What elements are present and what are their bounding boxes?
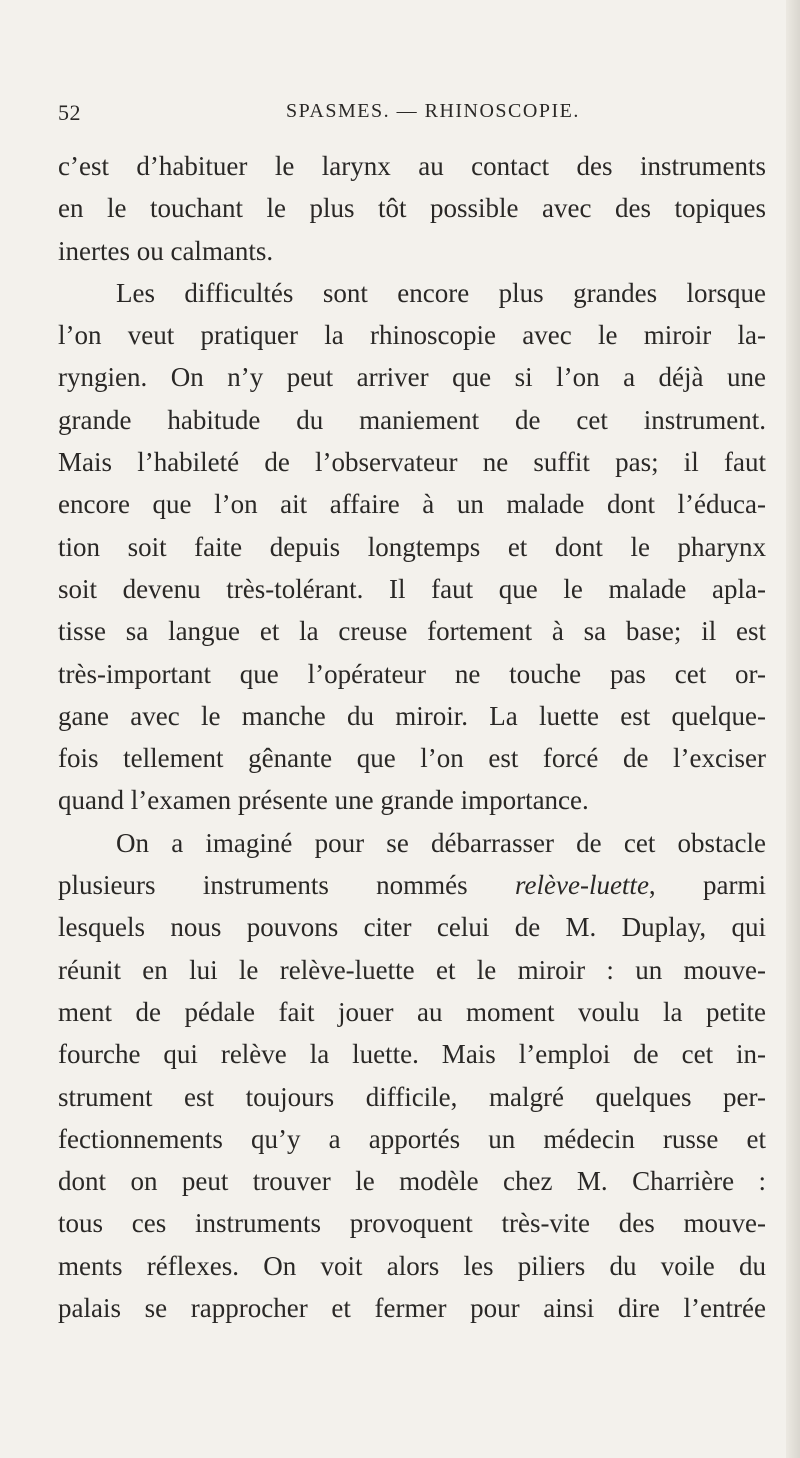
text-line: tous ces instruments provoquent très-vite des mouve- — [58, 1208, 766, 1239]
text-line: inertes ou calmants. — [58, 235, 274, 266]
text-line: Mais l’habileté de l’observateur ne suffit pas; il faut — [58, 447, 766, 478]
text-line: ments réflexes. On voit alors les piliers du voile du — [58, 1250, 766, 1281]
italic-term: relève-luette — [515, 870, 649, 901]
text-line: en le touchant le plus tôt possible avec des topiques — [58, 193, 766, 224]
text-line: strument est toujours difficile, malgré quelques per- — [58, 1081, 766, 1112]
text-line: réunit en lui le relève-luette et le miroir : un mouve- — [58, 954, 766, 985]
text-line: tisse sa langue et la creuse fortement à sa base; il est — [58, 616, 766, 647]
text-line: quand l’examen présente une grande importance. — [58, 785, 589, 816]
text-line: gane avec le manche du miroir. La luette est quelque- — [58, 700, 766, 731]
text-line — [58, 864, 766, 906]
text-line: fois tellement gênante que l’on est forcé de l’exciser — [58, 743, 766, 774]
running-head — [58, 100, 758, 130]
text-line: lesquels nous pouvons citer celui de M. Duplay, qui — [58, 912, 766, 943]
text-line: ment de pédale fait jouer au moment voulu la petite — [58, 996, 766, 1027]
running-head-title: SPASMES. — RHINOSCOPIE. — [286, 100, 580, 122]
text-segment: , parmi — [648, 870, 766, 901]
text-line: tion soit faite depuis longtemps et dont le pharynx — [58, 531, 766, 562]
body-text — [58, 145, 766, 1329]
page-edge — [786, 0, 800, 1458]
text-line: soit devenu très-tolérant. Il faut que le malade apla- — [58, 573, 766, 604]
text-line: Les difficultés sont encore plus grandes lorsque — [116, 277, 766, 308]
text-line: très-important que l’opérateur ne touche pas cet or- — [58, 658, 766, 689]
text-line: grande habitude du maniement de cet instrument. — [58, 404, 766, 435]
text-segment: plusieurs instruments nommés — [58, 870, 516, 901]
text-line: dont on peut trouver le modèle chez M. Charrière : — [58, 1166, 766, 1197]
text-line: encore que l’on ait affaire à un malade dont l’éduca- — [58, 489, 766, 520]
page-number: 52 — [58, 100, 81, 125]
text-line: On a imaginé pour se débarrasser de cet obstacle — [116, 827, 766, 858]
text-line: ryngien. On n’y peut arriver que si l’on a déjà une — [58, 362, 766, 393]
text-line: fectionnements qu’y a apportés un médecin russe et — [58, 1123, 766, 1154]
text-line: l’on veut pratiquer la rhinoscopie avec le miroir la- — [58, 320, 766, 351]
text-line: fourche qui relève la luette. Mais l’emploi de cet in- — [58, 1039, 766, 1070]
text-line: c’est d’habituer le larynx au contact des instruments — [58, 151, 766, 181]
text-line: palais se rapprocher et fermer pour ainsi dire l’entrée — [58, 1293, 766, 1324]
